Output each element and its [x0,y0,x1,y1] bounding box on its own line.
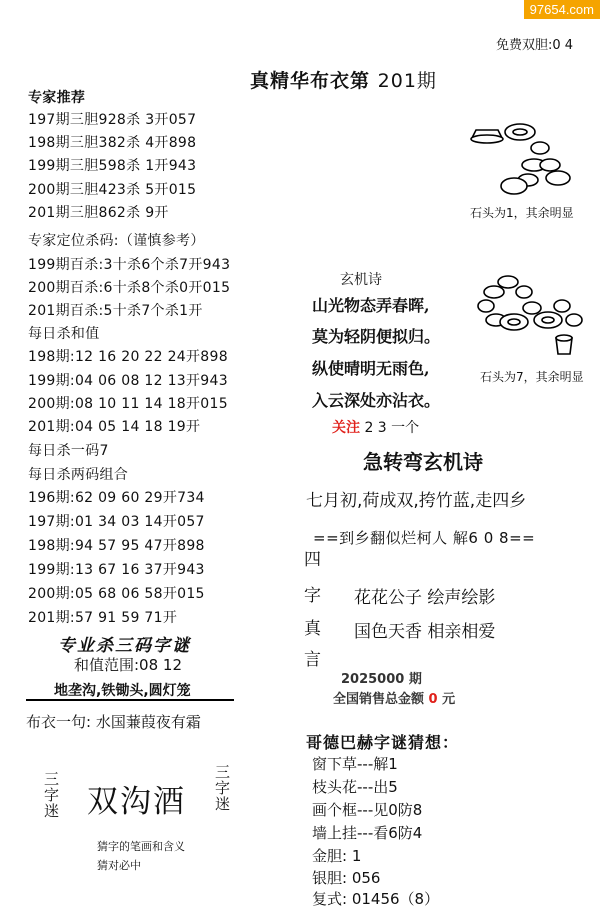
stone-note: 石头为7，其余明显 [480,370,584,384]
double-line: ==到乡翻似烂柯人 解6 0 8== [313,529,536,547]
issue-number: 2025000 期 [341,672,422,687]
four-char: 四 [304,550,321,570]
vchar: 三 [215,763,231,781]
expert-title: 专家推荐 [28,90,86,106]
vchar: 字 [215,779,231,797]
month-line: 七月初,荷成双,挎竹蓝,走四乡 [306,491,527,511]
stone-note: 石头为1，其余明显 [470,206,574,220]
sales-unit: 元 [442,692,456,707]
kill-two-line: 198期:94 57 95 47开898 [28,538,205,554]
title-main: 真精华布衣第 [250,70,371,92]
kill-two-line: 199期:13 67 16 37开943 [28,562,205,578]
divider [26,699,234,701]
kill-two-line: 197期:01 34 03 14开057 [28,514,205,530]
sum-title: 每日杀和值 [28,326,100,342]
expert-line: 200期三胆423杀 5开015 [28,182,197,198]
goldbach-line: 金胆: 1 [312,847,362,865]
vchar: 迷 [44,802,60,820]
goldbach-line: 画个框---见0防8 [312,801,423,819]
sum-range: 和值范围:08 12 [74,656,182,674]
vchar: 三 [44,770,60,788]
position-line: 201期百杀:5十杀7个杀1开 [28,303,203,319]
stone-puzzle-icon [474,268,589,366]
poem-title: 玄机诗 [340,272,382,288]
sales-value: 0 [428,692,438,707]
expert-line: 201期三胆862杀 9开 [28,205,169,221]
four-char: 言 [304,650,321,670]
riddle-tip: 猜对必中 [97,859,141,872]
four-char: 字 [304,586,321,606]
position-line: 200期百杀:6十杀8个杀0开015 [28,280,231,296]
page-title [250,66,437,93]
poem-line: 入云深处亦沾衣。 [312,391,441,410]
follow-line [332,417,419,437]
kill-two-line: 201期:57 91 59 71开 [28,610,178,626]
buyi-line: 布衣一句: 水国蒹葭夜有霜 [26,713,201,731]
pro-riddle-title: 专业杀三码字谜 [58,636,191,656]
poem-line: 莫为轻阴便拟归。 [312,327,441,346]
position-line: 199期百杀:3十杀6个杀7开943 [28,257,231,273]
expert-line: 199期三胆598杀 1开943 [28,158,197,174]
sales-label: 全国销售总金额 [333,692,425,707]
goldbach-line: 墙上挂---看6防4 [312,824,423,842]
turn-title: 急转弯玄机诗 [363,450,483,474]
vchar: 字 [44,786,60,804]
sum-line: 200期:08 10 11 14 18开015 [28,396,228,412]
sum-line: 199期:04 06 08 12 13开943 [28,373,228,389]
sales-line [333,688,455,707]
goldbach-line: 枝头花---出5 [312,778,398,796]
title-issue: 201期 [377,70,437,92]
sum-line: 198期:12 16 20 22 24开898 [28,349,228,365]
three-char-right [215,764,230,812]
kill-two-line: 196期:62 09 60 29开734 [28,490,205,506]
watermark: 97654.com [524,0,600,19]
kill-two-line: 200期:05 68 06 58开015 [28,586,205,602]
stone-puzzle-icon [462,118,587,203]
free-double-label: 免费双胆:0 4 [496,38,574,53]
poem-line: 纵使晴明无雨色, [312,359,430,378]
kill-two-title: 每日杀两码组合 [28,467,129,483]
follow-label: 关注 [332,420,360,436]
expert-line: 197期三胆928杀 3开057 [28,112,197,128]
goldbach-line: 窗下草---解1 [312,755,398,773]
three-char-left [44,771,59,819]
expert-line: 198期三胆382杀 4开898 [28,135,197,151]
follow-value: 2 3 一个 [364,420,420,436]
big-riddle: 双沟酒 [87,784,186,820]
four-word-line: 国色天香 相亲相爱 [354,622,496,642]
riddle-tip: 猜字的笔画和含义 [97,840,185,853]
four-char: 真 [304,619,321,639]
sum-line: 201期:04 05 14 18 19开 [28,419,201,435]
poem-line: 山光物态弄春晖, [312,296,430,315]
goldbach-title: 哥德巴赫字谜猜想： [306,733,460,752]
four-word-line: 花花公子 绘声绘影 [354,588,496,608]
position-title: 专家定位杀码:（谨慎参考） [28,233,205,249]
vchar: 迷 [215,795,231,813]
three-code-hint: 地垄沟,铁锄头,圆灯笼 [54,683,191,699]
goldbach-line: 银胆: 056 [312,869,381,887]
goldbach-line: 复式: 01456（8） [312,890,440,908]
kill-one: 每日杀一码7 [28,443,109,459]
